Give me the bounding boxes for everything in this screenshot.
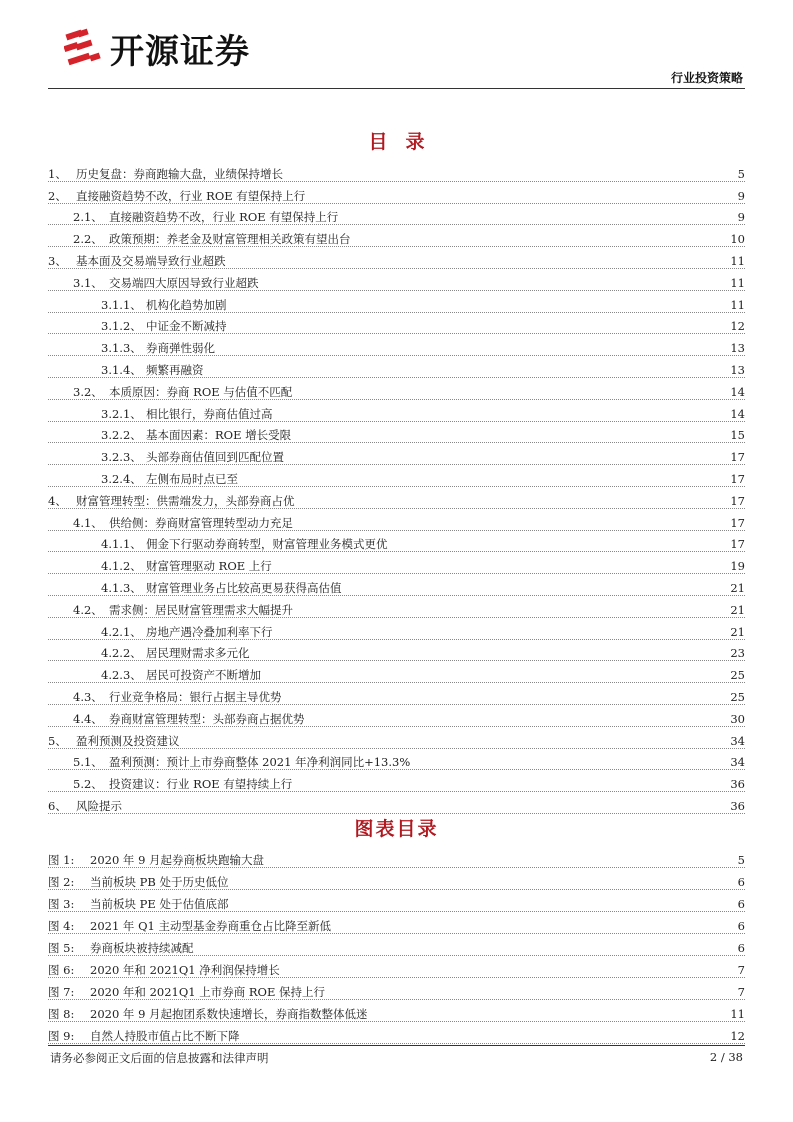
entry-number: 5、 [48,733,67,748]
entry-page: 36 [730,798,745,813]
entry-page: 13 [730,362,745,377]
entry-page: 21 [730,624,745,639]
toc-entry[interactable] [48,182,745,204]
entry-text: 财富管理驱动 ROE 上行 [146,559,272,574]
entry-page: 14 [730,384,745,399]
entry-text: 本质原因：券商 ROE 与估值不匹配 [109,384,293,399]
entry-number: 4、 [48,493,67,508]
entry-number: 3.2.3、 [101,450,142,465]
entry-page: 17 [730,493,745,508]
figure-list-title: 图表目录 [354,818,439,840]
entry-page: 21 [730,580,745,595]
entry-text: 头部券商估值回到匹配位置 [146,450,284,465]
entry-number: 4.1.1、 [101,537,142,552]
figure-entry[interactable] [48,934,745,956]
entry-number: 3、 [48,253,67,268]
report-category: 行业投资策略 [670,71,743,85]
entry-text: 政策预期：养老金及财富管理相关政策有望出台 [109,232,351,247]
entry-page: 30 [730,711,745,726]
entry-page: 9 [737,188,745,203]
entry-text: 2020 年和 2021Q1 上市券商 ROE 保持上行 [90,985,326,999]
entry-number: 3.2.2、 [101,428,142,443]
entry-text: 居民可投资产不断增加 [146,668,261,683]
entry-page: 17 [730,515,745,530]
entry-number: 4.2、 [73,602,103,617]
entry-text: 房地产遇冷叠加利率下行 [146,624,273,639]
company-logo [64,24,250,72]
entry-number: 图 2: [48,875,75,889]
toc-entry[interactable] [48,313,745,335]
logo-mark-icon [64,26,104,70]
entry-page: 14 [730,406,745,421]
entry-number: 5.1、 [73,755,103,770]
entry-text: 频繁再融资 [146,362,204,377]
toc-entry[interactable] [48,225,745,247]
toc-entry[interactable] [48,400,745,422]
entry-text: 2021 年 Q1 主动型基金券商重仓占比降至新低 [90,919,331,933]
entry-number: 4.2.1、 [101,624,142,639]
entry-text: 相比银行，券商估值过高 [146,406,273,421]
toc-entry[interactable] [48,487,745,509]
page-header [0,0,793,92]
entry-number: 图 3: [48,897,75,911]
entry-number: 图 4: [48,919,75,933]
toc-entry[interactable] [48,509,745,531]
footer-divider [48,1045,745,1046]
entry-text: 供给侧：券商财富管理转型动力充足 [109,515,293,530]
figure-entry[interactable] [48,1000,745,1022]
entry-text: 左侧布局时点已至 [146,471,238,486]
toc-entry[interactable] [48,552,745,574]
entry-page: 34 [730,755,745,770]
page-indicator: 2 / 38 [709,1050,743,1064]
toc-entry[interactable] [48,378,745,400]
entry-text: 直接融资趋势不改，行业 ROE 有望保持上行 [109,210,339,225]
entry-text: 佣金下行驱动券商转型，财富管理业务模式更优 [146,537,388,552]
entry-text: 财富管理转型：供需端发力，头部券商占优 [76,493,295,508]
figure-entry[interactable] [48,868,745,890]
entry-text: 行业竞争格局：银行占据主导优势 [109,689,282,704]
figure-entry[interactable] [48,956,745,978]
toc-entry[interactable] [48,247,745,269]
entry-number: 2.1、 [73,210,103,225]
toc-title: 目录 [368,131,443,153]
entry-number: 3.1.1、 [101,297,142,312]
entry-page: 7 [737,963,745,977]
toc-entry[interactable] [48,160,745,182]
entry-text: 自然人持股市值占比不断下降 [90,1029,240,1043]
toc-entry[interactable] [48,792,745,814]
header-divider [48,88,745,89]
entry-page: 11 [730,1007,745,1021]
entry-number: 图 6: [48,963,75,977]
entry-page: 17 [730,471,745,486]
toc-entry[interactable] [48,683,745,705]
entry-page: 34 [730,733,745,748]
entry-number: 3.2、 [73,384,103,399]
figure-entry[interactable] [48,978,745,1000]
entry-number: 3.2.1、 [101,406,142,421]
entry-page: 15 [730,428,745,443]
entry-number: 4.2.2、 [101,646,142,661]
entry-number: 图 8: [48,1007,75,1021]
entry-text: 2020 年 9 月起券商板块跑输大盘 [90,853,265,867]
entry-text: 券商板块被持续减配 [90,941,194,955]
toc-entry[interactable] [48,749,745,771]
entry-page: 21 [730,602,745,617]
entry-text: 盈利预测及投资建议 [76,733,180,748]
toc-entry[interactable] [48,204,745,226]
entry-text: 交易端四大原因导致行业超跌 [109,275,259,290]
entry-number: 3.1.4、 [101,362,142,377]
entry-number: 2、 [48,188,67,203]
entry-page: 25 [730,668,745,683]
toc-entry[interactable] [48,422,745,444]
entry-number: 4.1.2、 [101,559,142,574]
entry-page: 6 [737,919,745,933]
entry-text: 当前板块 PE 处于估值底部 [90,897,229,911]
entry-number: 4.4、 [73,711,103,726]
entry-number: 3.2.4、 [101,471,142,486]
figure-list [48,846,745,1044]
toc-entry[interactable] [48,531,745,553]
toc-entry[interactable] [48,770,745,792]
entry-page: 11 [730,275,745,290]
entry-page: 36 [730,777,745,792]
toc-entry[interactable] [48,574,745,596]
table-of-contents [48,160,745,814]
toc-entry[interactable] [48,661,745,683]
toc-entry[interactable] [48,465,745,487]
toc-entry[interactable] [48,334,745,356]
entry-text: 基本面及交易端导致行业超跌 [76,253,226,268]
entry-number: 4.2.3、 [101,668,142,683]
entry-text: 2020 年和 2021Q1 净利润保持增长 [90,963,280,977]
toc-entry[interactable] [48,291,745,313]
entry-text: 投资建议：行业 ROE 有望持续上行 [109,777,293,792]
entry-number: 图 9: [48,1029,75,1043]
entry-page: 17 [730,537,745,552]
entry-text: 中证金不断减持 [146,319,227,334]
figure-entry[interactable] [48,846,745,868]
toc-entry[interactable] [48,727,745,749]
entry-text: 财富管理业务占比较高更易获得高估值 [146,580,342,595]
entry-text: 盈利预测：预计上市券商整体 2021 年净利润同比+13.3% [109,755,411,770]
entry-number: 4.3、 [73,689,103,704]
toc-entry[interactable] [48,443,745,465]
entry-page: 10 [730,232,745,247]
toc-entry[interactable] [48,596,745,618]
entry-number: 1、 [48,166,67,181]
toc-entry[interactable] [48,640,745,662]
figure-entry[interactable] [48,912,745,934]
entry-text: 历史复盘：券商跑输大盘，业绩保持增长 [76,166,283,181]
footer-disclaimer: 请务必参阅正文后面的信息披露和法律声明 [50,1051,269,1065]
figure-entry[interactable] [48,1022,745,1044]
entry-number: 图 1: [48,853,75,867]
entry-page: 12 [730,1029,745,1043]
entry-page: 17 [730,450,745,465]
entry-page: 5 [737,853,745,867]
entry-number: 图 7: [48,985,75,999]
entry-page: 5 [737,166,745,181]
toc-entry[interactable] [48,705,745,727]
toc-entry[interactable] [48,356,745,378]
toc-entry[interactable] [48,269,745,291]
entry-page: 12 [730,319,745,334]
entry-text: 需求侧：居民财富管理需求大幅提升 [109,602,293,617]
entry-page: 23 [730,646,745,661]
entry-page: 25 [730,689,745,704]
entry-number: 3.1、 [73,275,103,290]
entry-number: 图 5: [48,941,75,955]
entry-number: 2.2、 [73,232,103,247]
entry-page: 6 [737,941,745,955]
entry-text: 风险提示 [76,798,122,813]
entry-page: 11 [730,253,745,268]
entry-page: 9 [737,210,745,225]
entry-page: 11 [730,297,745,312]
entry-text: 当前板块 PB 处于历史低位 [90,875,229,889]
figure-entry[interactable] [48,890,745,912]
entry-number: 4.1.3、 [101,580,142,595]
entry-text: 直接融资趋势不改，行业 ROE 有望保持上行 [76,188,306,203]
entry-number: 3.1.3、 [101,341,142,356]
entry-page: 6 [737,875,745,889]
entry-text: 券商弹性弱化 [146,341,215,356]
entry-page: 7 [737,985,745,999]
entry-page: 19 [730,559,745,574]
entry-page: 6 [737,897,745,911]
entry-text: 基本面因素：ROE 增长受限 [146,428,292,443]
entry-text: 2020 年 9 月起抱团系数快速增长，券商指数整体低迷 [90,1007,368,1021]
entry-text: 机构化趋势加剧 [146,297,227,312]
entry-number: 6、 [48,798,67,813]
toc-entry[interactable] [48,618,745,640]
logo-text: 开源证券 [110,31,250,72]
entry-page: 13 [730,341,745,356]
entry-number: 4.1、 [73,515,103,530]
entry-text: 券商财富管理转型：头部券商占据优势 [109,711,305,726]
entry-text: 居民理财需求多元化 [146,646,250,661]
entry-number: 3.1.2、 [101,319,142,334]
entry-number: 5.2、 [73,777,103,792]
